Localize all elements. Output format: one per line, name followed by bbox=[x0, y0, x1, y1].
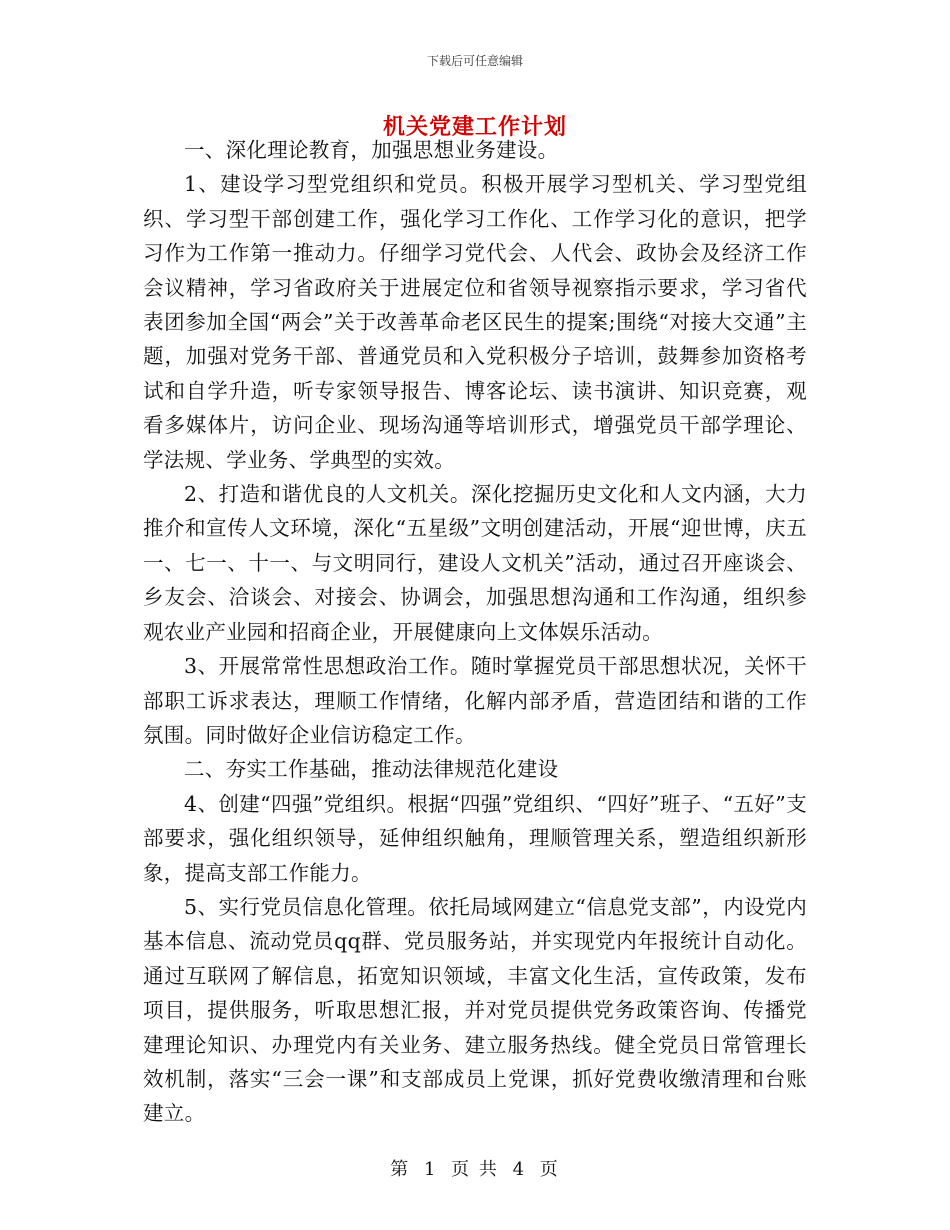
paragraph-item-3: 3、开展常常性思想政治工作。随时掌握党员干部思想状况，关怀干部职工诉求表达，理顺工作情绪，化解内部矛盾，营造团结和谐的工作氛围。同时做好企业信访稳定工作。 bbox=[143, 654, 807, 747]
document-body bbox=[143, 133, 807, 1131]
footer-prefix: 第 bbox=[390, 1159, 411, 1180]
paragraph-item-2: 2、打造和谐优良的人文机关。深化挖掘历史文化和人文内涵，大力推介和宣传人文环境，深化“五星级”文明创建活动，开展“迎世博，庆五一、七一、十一、与文明同行，建设人文机关”活动，通过召开座谈会、乡友会、洽谈会、对接会、协调会，加强思想沟通和工作沟通，组织参观农业产业园和招商企业，开展健康向上文体娱乐活动。 bbox=[143, 482, 807, 644]
footer-suffix: 页 bbox=[539, 1159, 560, 1180]
paragraph-item-5: 5、实行党员信息化管理。依托局域网建立“信息党支部”，内设党内基本信息、流动党员qq群、党员服务站，并实现党内年报统计自动化。通过互联网了解信息，拓宽知识领域，丰富文化生活，宣传政策，发布项目，提供服务，听取思想汇报，并对党员提供党务政策咨询、传播党建理论知识、办理党内有关业务、建立服务热线。健全党员日常管理长效机制，落实“三会一课”和支部成员上党课，抓好党费收缴清理和台账建立。 bbox=[143, 894, 807, 1126]
section-heading-1: 一、深化理论教育，加强思想业务建设。 bbox=[184, 138, 559, 162]
section-heading-2: 二、夯实工作基础，推动法律规范化建设 bbox=[184, 757, 559, 782]
footer-page-number: 1 bbox=[423, 1159, 438, 1180]
header-note: 下载后可任意编辑 bbox=[426, 54, 523, 68]
paragraph-item-4: 4、创建“四强”党组织。根据“四强”党组织、“四好”班子、“五好”支部要求，强化组织领导，延伸组织触角，理顺管理关系，塑造组织新形象，提高支部工作能力。 bbox=[143, 791, 807, 885]
document-title: 机关党建工作计划 bbox=[382, 115, 567, 140]
footer-middle: 页 共 bbox=[451, 1159, 499, 1180]
paragraph-item-1: 1、建设学习型党组织和党员。积极开展学习型机关、学习型党组织、学习型干部创建工作，强化学习工作化、工作学习化的意识，把学习作为工作第一推动力。仔细学习党代会、人代会、政协会及经济工作会议精神，学习省政府关于进展定位和省领导视察指示要求，学习省代表团参加全国“两会”关于改善革命老区民生的提案;围绕“对接大交通”主题，加强对党务干部、普通党员和入党积极分子培训，鼓舞参加资格考试和自学升造，听专家领导报告、博客论坛、读书演讲、知识竞赛，观看多媒体片，访问企业、现场沟通等培训形式，增强党员干部学理论、学法规、学业务、学典型的实效。 bbox=[143, 172, 807, 472]
footer-total-pages: 4 bbox=[512, 1159, 527, 1180]
page-footer bbox=[0, 1155, 950, 1181]
